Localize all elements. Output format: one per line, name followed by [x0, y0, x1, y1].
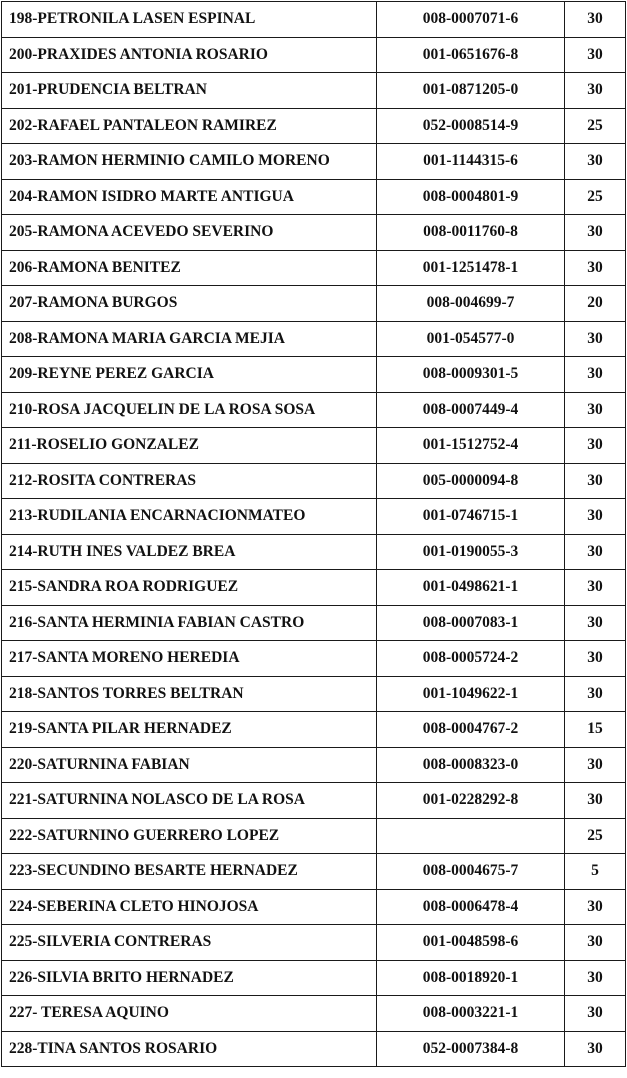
- person-name-cell: 216-SANTA HERMINIA FABIAN CASTRO: [2, 605, 377, 641]
- value-cell: 30: [565, 37, 626, 73]
- person-name-cell: 213-RUDILANIA ENCARNACIONMATEO: [2, 499, 377, 535]
- value-cell: 25: [565, 818, 626, 854]
- table-row: [2, 783, 626, 819]
- id-number-cell: 008-004699-7: [377, 286, 565, 322]
- id-number-cell: 008-0004675-7: [377, 854, 565, 890]
- id-number-cell: 001-0498621-1: [377, 570, 565, 606]
- table-row: [2, 818, 626, 854]
- id-number-cell: 001-0746715-1: [377, 499, 565, 535]
- table-row: [2, 1031, 626, 1067]
- person-name-cell: 226-SILVIA BRITO HERNADEZ: [2, 960, 377, 996]
- id-number-cell: 008-0004767-2: [377, 712, 565, 748]
- value-cell: 5: [565, 854, 626, 890]
- id-number-cell: 008-0007449-4: [377, 392, 565, 428]
- person-name-cell: 223-SECUNDINO BESARTE HERNADEZ: [2, 854, 377, 890]
- table-row: [2, 889, 626, 925]
- id-number-cell: 005-0000094-8: [377, 463, 565, 499]
- value-cell: 30: [565, 960, 626, 996]
- table-row: [2, 996, 626, 1032]
- person-name-cell: 207-RAMONA BURGOS: [2, 286, 377, 322]
- id-number-cell: 052-0008514-9: [377, 108, 565, 144]
- table-row: [2, 215, 626, 251]
- person-name-cell: 220-SATURNINA FABIAN: [2, 747, 377, 783]
- value-cell: 30: [565, 357, 626, 393]
- id-number-cell: 001-1144315-6: [377, 144, 565, 180]
- table-row: [2, 321, 626, 357]
- table-row: [2, 144, 626, 180]
- person-name-cell: 215-SANDRA ROA RODRIGUEZ: [2, 570, 377, 606]
- table-row: [2, 2, 626, 38]
- value-cell: 30: [565, 641, 626, 677]
- table-row: [2, 108, 626, 144]
- person-name-cell: 202-RAFAEL PANTALEON RAMIREZ: [2, 108, 377, 144]
- table-row: [2, 392, 626, 428]
- value-cell: 25: [565, 108, 626, 144]
- person-name-cell: 219-SANTA PILAR HERNADEZ: [2, 712, 377, 748]
- person-name-cell: 210-ROSA JACQUELIN DE LA ROSA SOSA: [2, 392, 377, 428]
- value-cell: 15: [565, 712, 626, 748]
- value-cell: 30: [565, 73, 626, 109]
- id-number-cell: 008-0005724-2: [377, 641, 565, 677]
- id-number-cell: 008-0004801-9: [377, 179, 565, 215]
- person-name-cell: 209-REYNE PEREZ GARCIA: [2, 357, 377, 393]
- person-name-cell: 201-PRUDENCIA BELTRAN: [2, 73, 377, 109]
- id-number-cell: 001-0651676-8: [377, 37, 565, 73]
- id-number-cell: 001-0190055-3: [377, 534, 565, 570]
- person-name-cell: 211-ROSELIO GONZALEZ: [2, 428, 377, 464]
- value-cell: 20: [565, 286, 626, 322]
- table-row: [2, 357, 626, 393]
- person-name-cell: 227- TERESA AQUINO: [2, 996, 377, 1032]
- table-row: [2, 641, 626, 677]
- id-number-cell: 008-0011760-8: [377, 215, 565, 251]
- id-number-cell: 001-1512752-4: [377, 428, 565, 464]
- table-row: [2, 37, 626, 73]
- value-cell: 30: [565, 925, 626, 961]
- value-cell: 30: [565, 321, 626, 357]
- person-name-cell: 228-TINA SANTOS ROSARIO: [2, 1031, 377, 1067]
- table-row: [2, 286, 626, 322]
- person-name-cell: 198-PETRONILA LASEN ESPINAL: [2, 2, 377, 38]
- table-row: [2, 499, 626, 535]
- table-row: [2, 605, 626, 641]
- table-row: [2, 854, 626, 890]
- roster-table: [1, 1, 626, 1067]
- id-number-cell: 001-0871205-0: [377, 73, 565, 109]
- id-number-cell: 001-1049622-1: [377, 676, 565, 712]
- value-cell: 30: [565, 889, 626, 925]
- value-cell: 30: [565, 534, 626, 570]
- value-cell: 30: [565, 392, 626, 428]
- id-number-cell: 008-0007071-6: [377, 2, 565, 38]
- value-cell: 30: [565, 215, 626, 251]
- person-name-cell: 208-RAMONA MARIA GARCIA MEJIA: [2, 321, 377, 357]
- value-cell: 30: [565, 747, 626, 783]
- id-number-cell: 008-0003221-1: [377, 996, 565, 1032]
- value-cell: 30: [565, 463, 626, 499]
- id-number-cell: 001-0048598-6: [377, 925, 565, 961]
- id-number-cell: 008-0018920-1: [377, 960, 565, 996]
- value-cell: 30: [565, 499, 626, 535]
- id-number-cell: [377, 818, 565, 854]
- person-name-cell: 222-SATURNINO GUERRERO LOPEZ: [2, 818, 377, 854]
- table-row: [2, 960, 626, 996]
- person-name-cell: 205-RAMONA ACEVEDO SEVERINO: [2, 215, 377, 251]
- person-name-cell: 225-SILVERIA CONTRERAS: [2, 925, 377, 961]
- table-row: [2, 463, 626, 499]
- person-name-cell: 217-SANTA MORENO HEREDIA: [2, 641, 377, 677]
- value-cell: 30: [565, 676, 626, 712]
- value-cell: 30: [565, 783, 626, 819]
- id-number-cell: 052-0007384-8: [377, 1031, 565, 1067]
- person-name-cell: 203-RAMON HERMINIO CAMILO MORENO: [2, 144, 377, 180]
- person-name-cell: 224-SEBERINA CLETO HINOJOSA: [2, 889, 377, 925]
- person-name-cell: 206-RAMONA BENITEZ: [2, 250, 377, 286]
- roster-table-body: [2, 2, 626, 1067]
- table-row: [2, 747, 626, 783]
- value-cell: 30: [565, 605, 626, 641]
- table-row: [2, 534, 626, 570]
- person-name-cell: 218-SANTOS TORRES BELTRAN: [2, 676, 377, 712]
- table-row: [2, 73, 626, 109]
- table-row: [2, 570, 626, 606]
- value-cell: 30: [565, 570, 626, 606]
- table-row: [2, 179, 626, 215]
- value-cell: 25: [565, 179, 626, 215]
- id-number-cell: 001-0228292-8: [377, 783, 565, 819]
- table-row: [2, 250, 626, 286]
- table-row: [2, 676, 626, 712]
- id-number-cell: 008-0009301-5: [377, 357, 565, 393]
- person-name-cell: 200-PRAXIDES ANTONIA ROSARIO: [2, 37, 377, 73]
- person-name-cell: 212-ROSITA CONTRERAS: [2, 463, 377, 499]
- table-row: [2, 925, 626, 961]
- id-number-cell: 008-0008323-0: [377, 747, 565, 783]
- id-number-cell: 001-054577-0: [377, 321, 565, 357]
- table-row: [2, 712, 626, 748]
- value-cell: 30: [565, 996, 626, 1032]
- value-cell: 30: [565, 428, 626, 464]
- table-row: [2, 428, 626, 464]
- value-cell: 30: [565, 2, 626, 38]
- person-name-cell: 204-RAMON ISIDRO MARTE ANTIGUA: [2, 179, 377, 215]
- value-cell: 30: [565, 144, 626, 180]
- id-number-cell: 008-0007083-1: [377, 605, 565, 641]
- id-number-cell: 008-0006478-4: [377, 889, 565, 925]
- id-number-cell: 001-1251478-1: [377, 250, 565, 286]
- value-cell: 30: [565, 250, 626, 286]
- person-name-cell: 221-SATURNINA NOLASCO DE LA ROSA: [2, 783, 377, 819]
- person-name-cell: 214-RUTH INES VALDEZ BREA: [2, 534, 377, 570]
- value-cell: 30: [565, 1031, 626, 1067]
